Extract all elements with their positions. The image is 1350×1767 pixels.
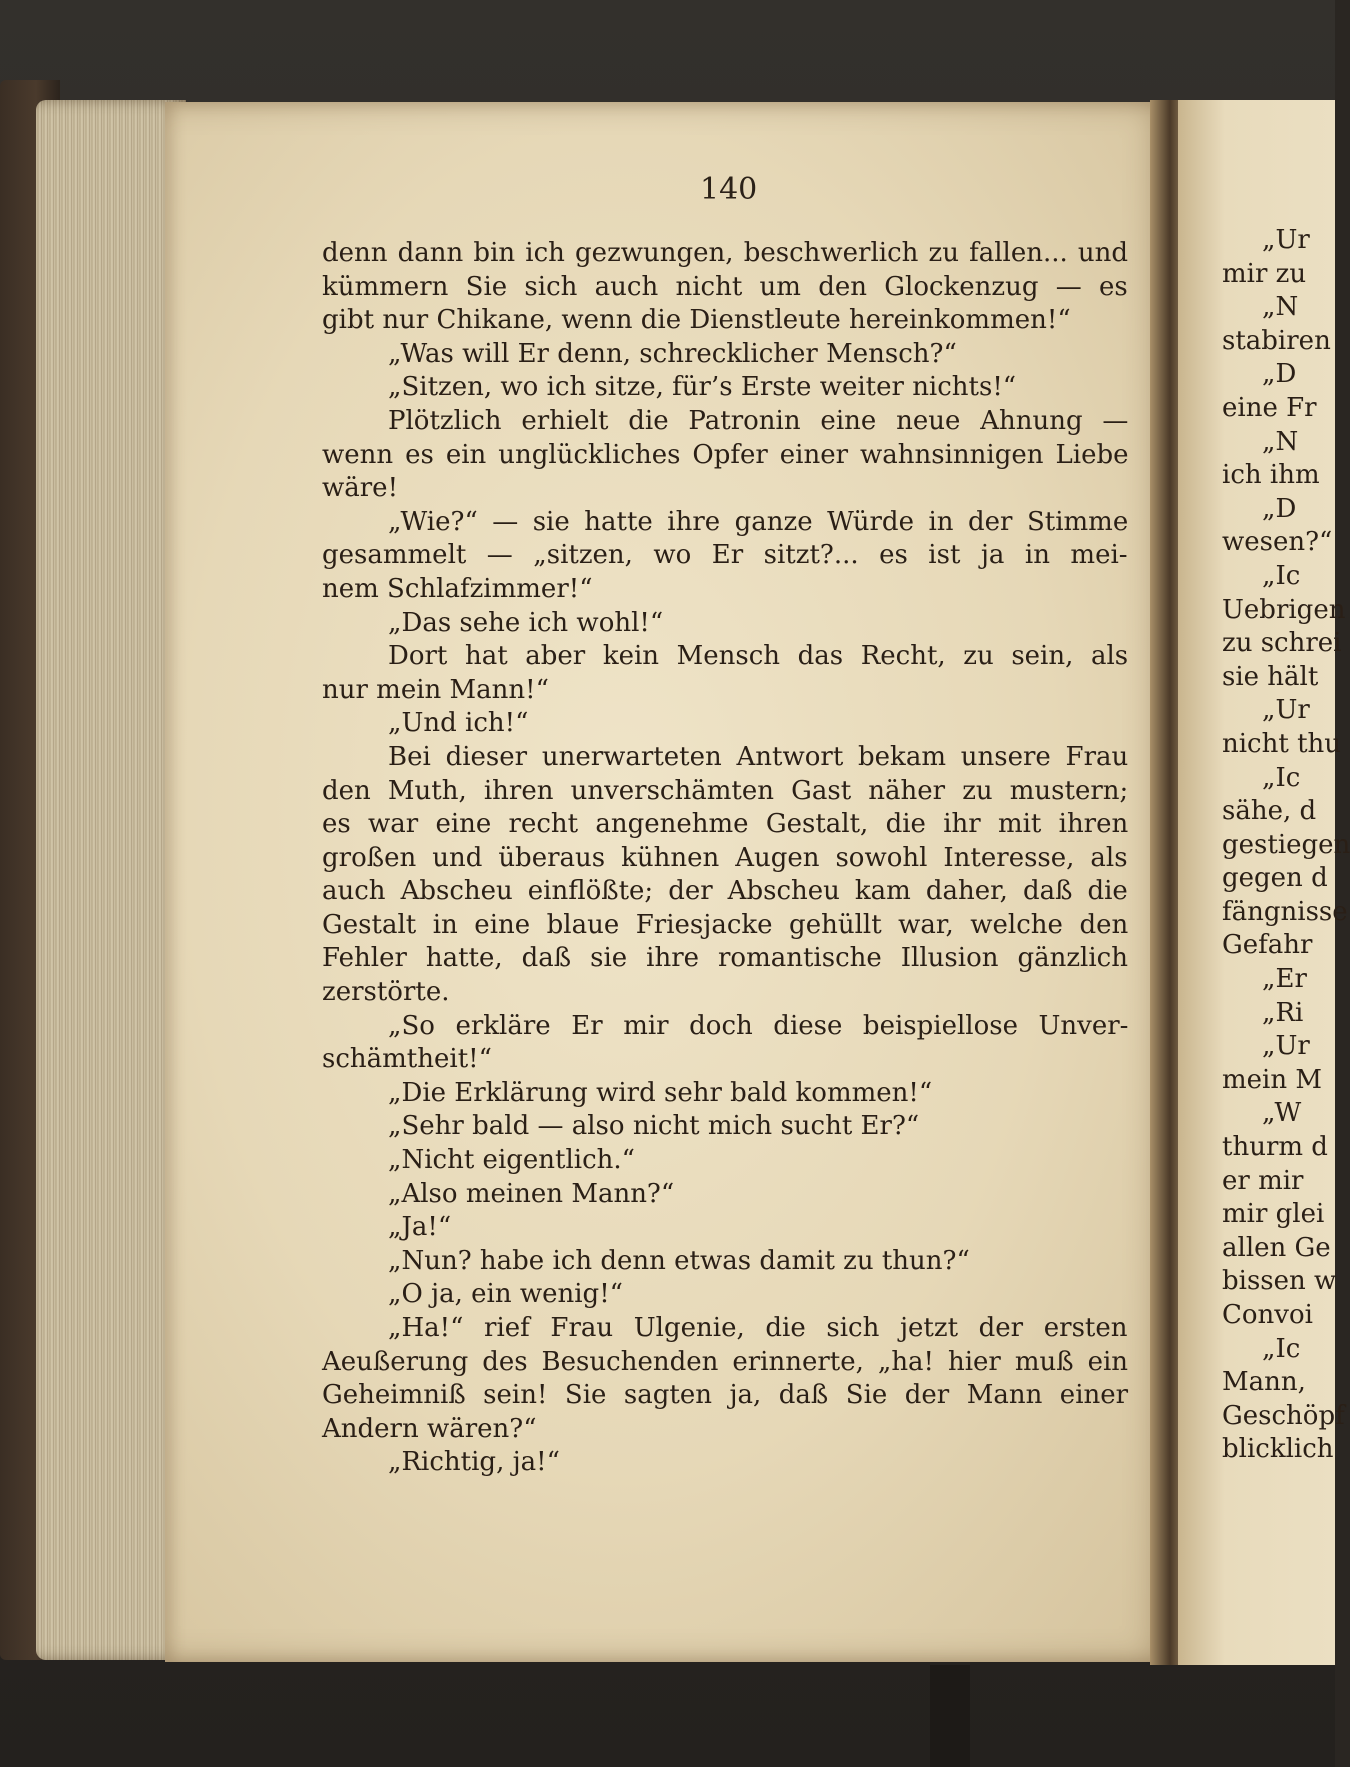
text-line: denn dann bin ich gezwungen, beschwerlich zu fallen... und bbox=[322, 238, 1129, 268]
text-line: „W bbox=[1262, 1098, 1302, 1129]
text-line: Gefahr bbox=[1222, 930, 1313, 961]
text-line: „Ur bbox=[1262, 225, 1310, 255]
text-line: „Was will Er denn, schrecklicher Mensch?“ bbox=[388, 338, 957, 369]
text-line: Aeußerung des Besuchenden erinnerte, „ha! hier muß ein bbox=[322, 1346, 1129, 1377]
text-line: „Ic bbox=[1262, 762, 1301, 793]
text-line: Geschöpf bbox=[1222, 1400, 1345, 1431]
text-line: fängnisse bbox=[1222, 896, 1348, 927]
text-line: „Er bbox=[1262, 964, 1307, 995]
text-line: sähe, d bbox=[1222, 796, 1317, 827]
text-line: thurm d bbox=[1222, 1132, 1328, 1163]
text-line: sie hält bbox=[1222, 661, 1319, 692]
text-line: „Sehr bald — also nicht mich sucht Er?“ bbox=[388, 1111, 920, 1142]
page-edges bbox=[36, 100, 186, 1660]
text-line: nicht thu bbox=[1222, 728, 1342, 759]
text-line: „N bbox=[1262, 292, 1299, 323]
text-line: Geheimniß sein! Sie sagten ja, daß Sie der Mann einer bbox=[322, 1380, 1129, 1411]
text-line: gegen d bbox=[1222, 863, 1328, 894]
text-line: ich ihm bbox=[1222, 460, 1320, 491]
text-line: „Nicht eigentlich.“ bbox=[388, 1145, 635, 1176]
text-line: Andern wären?“ bbox=[322, 1413, 537, 1444]
text-line: „Und ich!“ bbox=[388, 708, 529, 739]
text-line: „Die Erklärung wird sehr bald kommen!“ bbox=[388, 1077, 933, 1108]
text-line: „Also meinen Mann?“ bbox=[388, 1178, 675, 1209]
page-number: 140 bbox=[700, 172, 758, 207]
text-line: „Das sehe ich wohl!“ bbox=[388, 607, 664, 638]
text-line: stabiren bbox=[1222, 325, 1331, 356]
text-line: „Ur bbox=[1262, 1031, 1310, 1062]
text-line: mein M bbox=[1222, 1064, 1322, 1095]
text-line: Uebrigen bbox=[1222, 594, 1346, 625]
bookmark-ribbon bbox=[930, 1665, 970, 1767]
text-line: Plötzlich erhielt die Patronin eine neue Ahnung — bbox=[388, 405, 1129, 436]
text-line: nem Schlafzimmer!“ bbox=[322, 573, 593, 604]
text-line: „D bbox=[1262, 493, 1297, 524]
text-line: „Ic bbox=[1262, 1333, 1301, 1364]
text-line: allen Ge bbox=[1222, 1232, 1331, 1263]
text-line: bissen w bbox=[1222, 1266, 1337, 1297]
text-line: es war eine recht angenehme Gestalt, die ihr mit ihren bbox=[322, 809, 1129, 840]
text-line: eine Fr bbox=[1222, 392, 1317, 423]
text-line: gestiegen bbox=[1222, 829, 1350, 860]
text-line: zu schrei bbox=[1222, 628, 1342, 659]
text-line: „D bbox=[1262, 359, 1297, 390]
text-line: blicklich bbox=[1222, 1434, 1334, 1465]
text-line: gesammelt — „sitzen, wo Er sitzt?... es ist ja in mei- bbox=[322, 540, 1128, 571]
text-line: wesen?“ bbox=[1222, 527, 1333, 558]
text-line: Mann, bbox=[1222, 1367, 1306, 1398]
text-line: „Ri bbox=[1262, 997, 1304, 1028]
text-line: Bei dieser unerwarteten Antwort bekam unsere Frau bbox=[388, 741, 1129, 772]
text-line: mir zu bbox=[1222, 258, 1307, 289]
text-line: mir glei bbox=[1222, 1199, 1325, 1230]
text-line: „Sitzen, wo ich sitze, für’s Erste weiter nichts!“ bbox=[388, 372, 1017, 403]
text-line: großen und überaus kühnen Augen sowohl Interesse, als bbox=[322, 842, 1128, 873]
text-line: „Richtig, ja!“ bbox=[388, 1447, 560, 1478]
text-line: „Ja!“ bbox=[388, 1212, 452, 1243]
text-line: Fehler hatte, daß sie ihre romantische Illusion gänzlich bbox=[322, 943, 1128, 974]
text-line: „Ha!“ rief Frau Ulgenie, die sich jetzt der ersten bbox=[388, 1313, 1128, 1343]
text-line: den Muth, ihren unverschämten Gast näher zu mustern; bbox=[322, 775, 1129, 806]
text-line: „Wie?“ — sie hatte ihre ganze Würde in der Stimme bbox=[388, 506, 1129, 537]
right-page-text bbox=[1222, 224, 1350, 1467]
left-page-text bbox=[322, 237, 1128, 1480]
text-line: „Nun? habe ich denn etwas damit zu thun?“ bbox=[388, 1245, 970, 1276]
text-line: zerstörte. bbox=[322, 977, 450, 1008]
text-line: „Ur bbox=[1262, 695, 1310, 726]
text-line: Convoi bbox=[1222, 1300, 1313, 1330]
text-line: er mir bbox=[1222, 1165, 1304, 1196]
text-line: Dort hat aber kein Mensch das Recht, zu sein, als bbox=[388, 641, 1129, 672]
text-line: „N bbox=[1262, 426, 1299, 457]
text-line: gibt nur Chikane, wenn die Dienstleute hereinkommen!“ bbox=[322, 305, 1071, 336]
text-line: wenn es ein unglückliches Opfer einer wahnsinnigen Liebe bbox=[322, 439, 1129, 470]
text-line: Gestalt in eine blaue Friesjacke gehüllt war, welche den bbox=[322, 909, 1129, 940]
text-line: wäre! bbox=[322, 473, 399, 504]
text-line: schämtheit!“ bbox=[322, 1044, 492, 1075]
text-line: „O ja, ein wenig!“ bbox=[388, 1279, 623, 1310]
text-line: kümmern Sie sich auch nicht um den Glockenzug — es bbox=[322, 271, 1128, 302]
text-line: „Ic bbox=[1262, 560, 1301, 591]
text-line: nur mein Mann!“ bbox=[322, 674, 549, 705]
text-line: auch Abscheu einflößte; der Abscheu kam daher, daß die bbox=[322, 876, 1128, 907]
text-line: „So erkläre Er mir doch diese beispiellose Unver- bbox=[388, 1010, 1129, 1041]
